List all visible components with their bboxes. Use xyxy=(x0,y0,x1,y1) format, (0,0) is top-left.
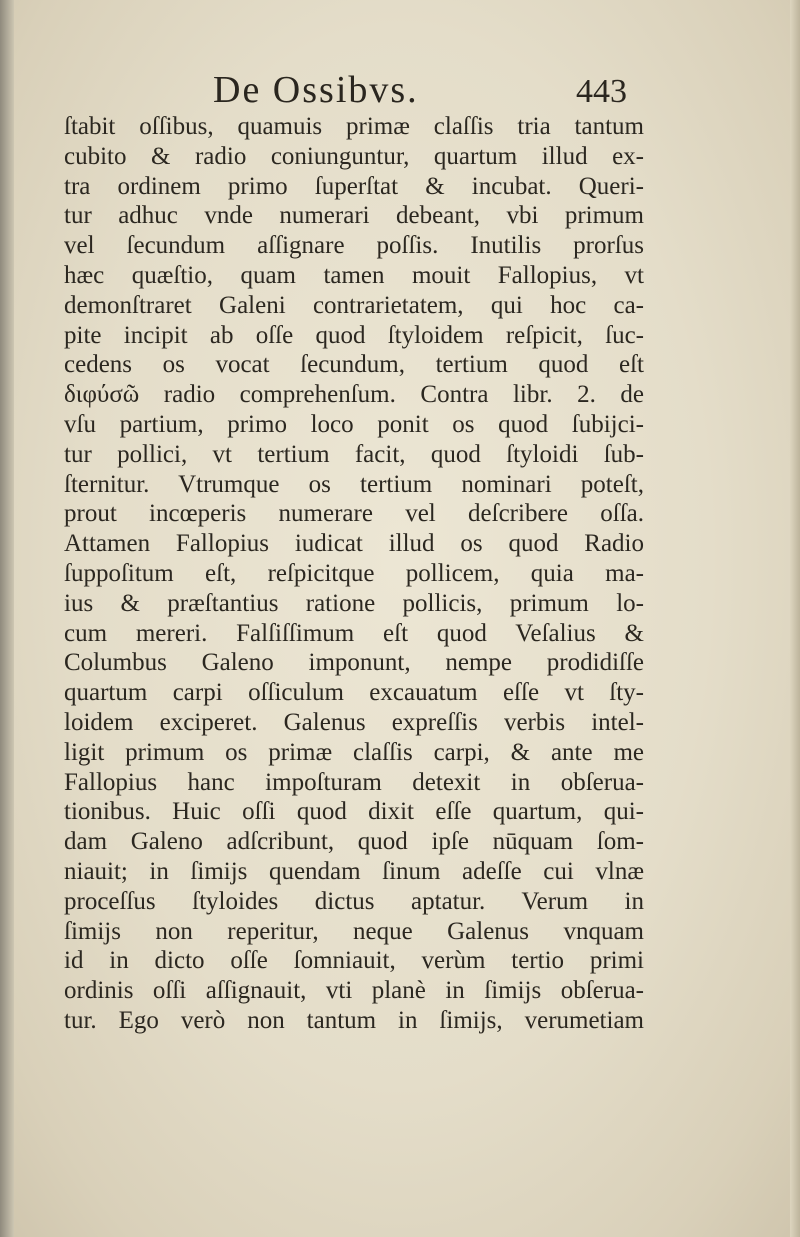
text-line: dam Galeno adſcribunt, quod ipſe nūquam ſom- xyxy=(64,828,644,856)
text-line: Columbus Galeno imponunt, nempe prodidiſſe xyxy=(64,649,644,677)
text-line: tionibus. Huic oſſi quod dixit eſſe quartum, qui- xyxy=(64,798,644,826)
text-line: proceſſus ſtyloides dictus aptatur. Verum in xyxy=(64,887,644,915)
text-line: ſimijs non reperitur, neque Galenus vnquam xyxy=(64,917,644,945)
text-line: cum mereri. Falſiſſimum eſt quod Veſalius & xyxy=(64,619,644,647)
text-line: Attamen Fallopius iudicat illud os quod Radio xyxy=(64,530,644,558)
text-line: vel ſecundum aſſignare poſſis. Inutilis prorſus xyxy=(64,232,644,260)
text-line: loidem exciperet. Galenus expreſſis verbis intel- xyxy=(64,708,644,736)
text-line: Fallopius hanc impoſturam detexit in obſerua- xyxy=(64,768,644,796)
page-number: 443 xyxy=(576,73,627,110)
text-line: quartum carpi oſſiculum excauatum eſſe vt ſty- xyxy=(64,679,644,707)
text-line: διφύσῶ radio comprehenſum. Contra libr. 2. de xyxy=(64,381,644,409)
text-line: tur pollici, vt tertium facit, quod ſtyloidi ſub- xyxy=(64,440,644,468)
text-line: ordinis oſſi aſſignauit, vti planè in ſimijs obſerua- xyxy=(64,977,644,1005)
text-line: prout incœperis numerare vel deſcribere oſſa. xyxy=(64,500,644,528)
text-line: niauit; in ſimijs quendam ſinum adeſſe cui vlnæ xyxy=(64,857,644,885)
page-outer-edge xyxy=(790,0,800,1237)
page-header xyxy=(0,66,800,114)
text-line: hæc quæſtio, quam tamen mouit Fallopius, vt xyxy=(64,261,644,289)
text-line: tur. Ego verò non tantum in ſimijs, verumetiam xyxy=(64,1006,644,1034)
text-line: ſternitur. Vtrumque os tertium nominari poteſt, xyxy=(64,470,644,498)
text-line: pite incipit ab oſſe quod ſtyloidem reſpicit, ſuc- xyxy=(64,321,644,349)
text-line: cedens os vocat ſecundum, tertium quod eſt xyxy=(64,351,644,379)
text-line: ſtabit oſſibus, quamuis primæ claſſis tria tantum xyxy=(64,113,644,140)
text-line: tra ordinem primo ſuperſtat & incubat. Queri- xyxy=(64,172,644,200)
body-text xyxy=(64,112,644,1036)
page-gutter-shadow xyxy=(0,0,14,1237)
text-line: ius & præſtantius ratione pollicis, primum lo- xyxy=(64,589,644,617)
text-line: demonſtraret Galeni contrarietatem, qui hoc ca- xyxy=(64,291,644,319)
text-line: id in dicto oſſe ſomniauit, verùm tertio primi xyxy=(64,947,644,975)
text-line: tur adhuc vnde numerari debeant, vbi primum xyxy=(64,202,644,230)
text-line: ſuppoſitum eſt, reſpicitque pollicem, quia ma- xyxy=(64,559,644,587)
running-title: De Ossibvs. xyxy=(213,69,419,111)
text-line: vſu partium, primo loco ponit os quod ſubijci- xyxy=(64,410,644,438)
text-line: cubito & radio coniunguntur, quartum illud ex- xyxy=(64,142,644,170)
text-line: ligit primum os primæ claſſis carpi, & ante me xyxy=(64,738,644,766)
